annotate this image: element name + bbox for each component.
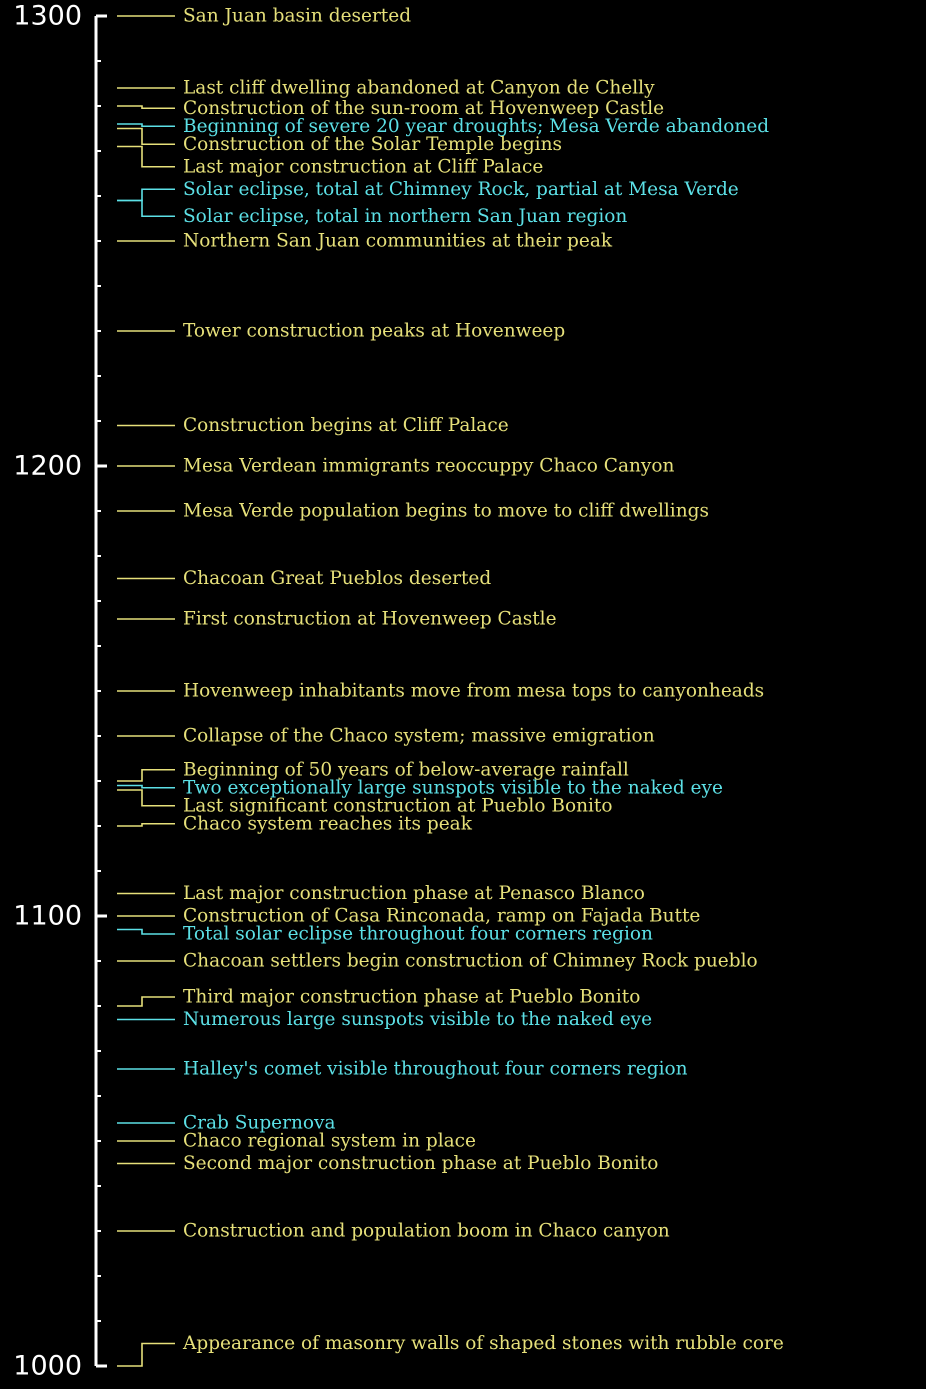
event-label: Construction of the Solar Temple begins	[183, 133, 563, 155]
event-label: Last major construction at Cliff Palace	[183, 156, 544, 178]
event-label: Chacoan settlers begin construction of Chimney Rock pueblo	[183, 950, 758, 972]
event-label: Solar eclipse, total at Chimney Rock, partial at Mesa Verde	[183, 178, 739, 200]
event-leader-line	[117, 201, 175, 217]
event-label: Construction and population boom in Chaco canyon	[183, 1220, 670, 1242]
event-label: Third major construction phase at Pueblo Bonito	[183, 986, 641, 1008]
event-leader-line	[117, 786, 175, 788]
event-label: Chaco regional system in place	[183, 1130, 476, 1152]
event-label: Chacoan Great Pueblos deserted	[183, 568, 492, 589]
event-leader-line	[117, 189, 175, 200]
axis-year-label: 1300	[13, 0, 82, 32]
event-label: Halley's comet visible throughout four corners region	[183, 1058, 688, 1080]
axis-year-label: 1200	[13, 450, 82, 482]
event-label: San Juan basin deserted	[183, 5, 412, 27]
event-label: Numerous large sunspots visible to the naked eye	[183, 1009, 653, 1030]
event-label: Last major construction phase at Penasco Blanco	[183, 883, 645, 904]
event-leader-line	[117, 106, 175, 108]
event-label: Solar eclipse, total in northern San Juan region	[183, 205, 628, 227]
event-label: Second major construction phase at Pueblo Bonito	[183, 1153, 659, 1174]
timeline-events	[117, 6, 784, 1367]
event-label: Construction of Casa Rinconada, ramp on Fajada Butte	[183, 905, 701, 927]
event-label: Last significant construction at Pueblo Bonito	[183, 795, 613, 817]
event-leader-line	[117, 930, 175, 935]
event-leader-line	[117, 790, 175, 806]
event-label: Mesa Verdean immigrants reoccuppy Chaco Canyon	[183, 455, 675, 477]
event-leader-line	[117, 997, 175, 1006]
event-label: Hovenweep inhabitants move from mesa tops to canyonheads	[183, 680, 765, 702]
event-label: Mesa Verde population begins to move to cliff dwellings	[183, 500, 709, 522]
event-leader-line	[117, 124, 175, 126]
event-leader-line	[117, 824, 175, 826]
event-label: Beginning of severe 20 year droughts; Mesa Verde abandoned	[183, 115, 770, 137]
event-label: Crab Supernova	[183, 1112, 336, 1134]
event-label: Appearance of masonry walls of shaped stones with rubble core	[183, 1333, 784, 1354]
event-leader-line	[117, 129, 175, 145]
event-label: Construction of the sun-room at Hovenweep Castle	[183, 97, 665, 119]
axis-year-label: 1100	[13, 900, 82, 932]
timeline-axis	[13, 1, 107, 1382]
event-leader-line	[117, 147, 175, 167]
event-label: Chaco system reaches its peak	[183, 813, 472, 835]
event-label: Northern San Juan communities at their peak	[183, 230, 613, 252]
event-label: Tower construction peaks at Hovenweep	[183, 320, 566, 342]
event-label: Total solar eclipse throughout four corners region	[183, 923, 653, 945]
event-label: Two exceptionally large sunspots visible to the naked eye	[183, 777, 723, 799]
event-label: Construction begins at Cliff Palace	[183, 415, 509, 436]
axis-year-label: 1000	[13, 1350, 82, 1382]
event-leader-line	[117, 770, 175, 781]
event-leader-line	[117, 1344, 175, 1367]
event-label: First construction at Hovenweep Castle	[183, 608, 557, 630]
event-label: Last cliff dwelling abandoned at Canyon de Chelly	[183, 77, 655, 99]
event-label: Collapse of the Chaco system; massive emigration	[183, 725, 655, 747]
event-label: Beginning of 50 years of below-average rainfall	[183, 759, 629, 781]
